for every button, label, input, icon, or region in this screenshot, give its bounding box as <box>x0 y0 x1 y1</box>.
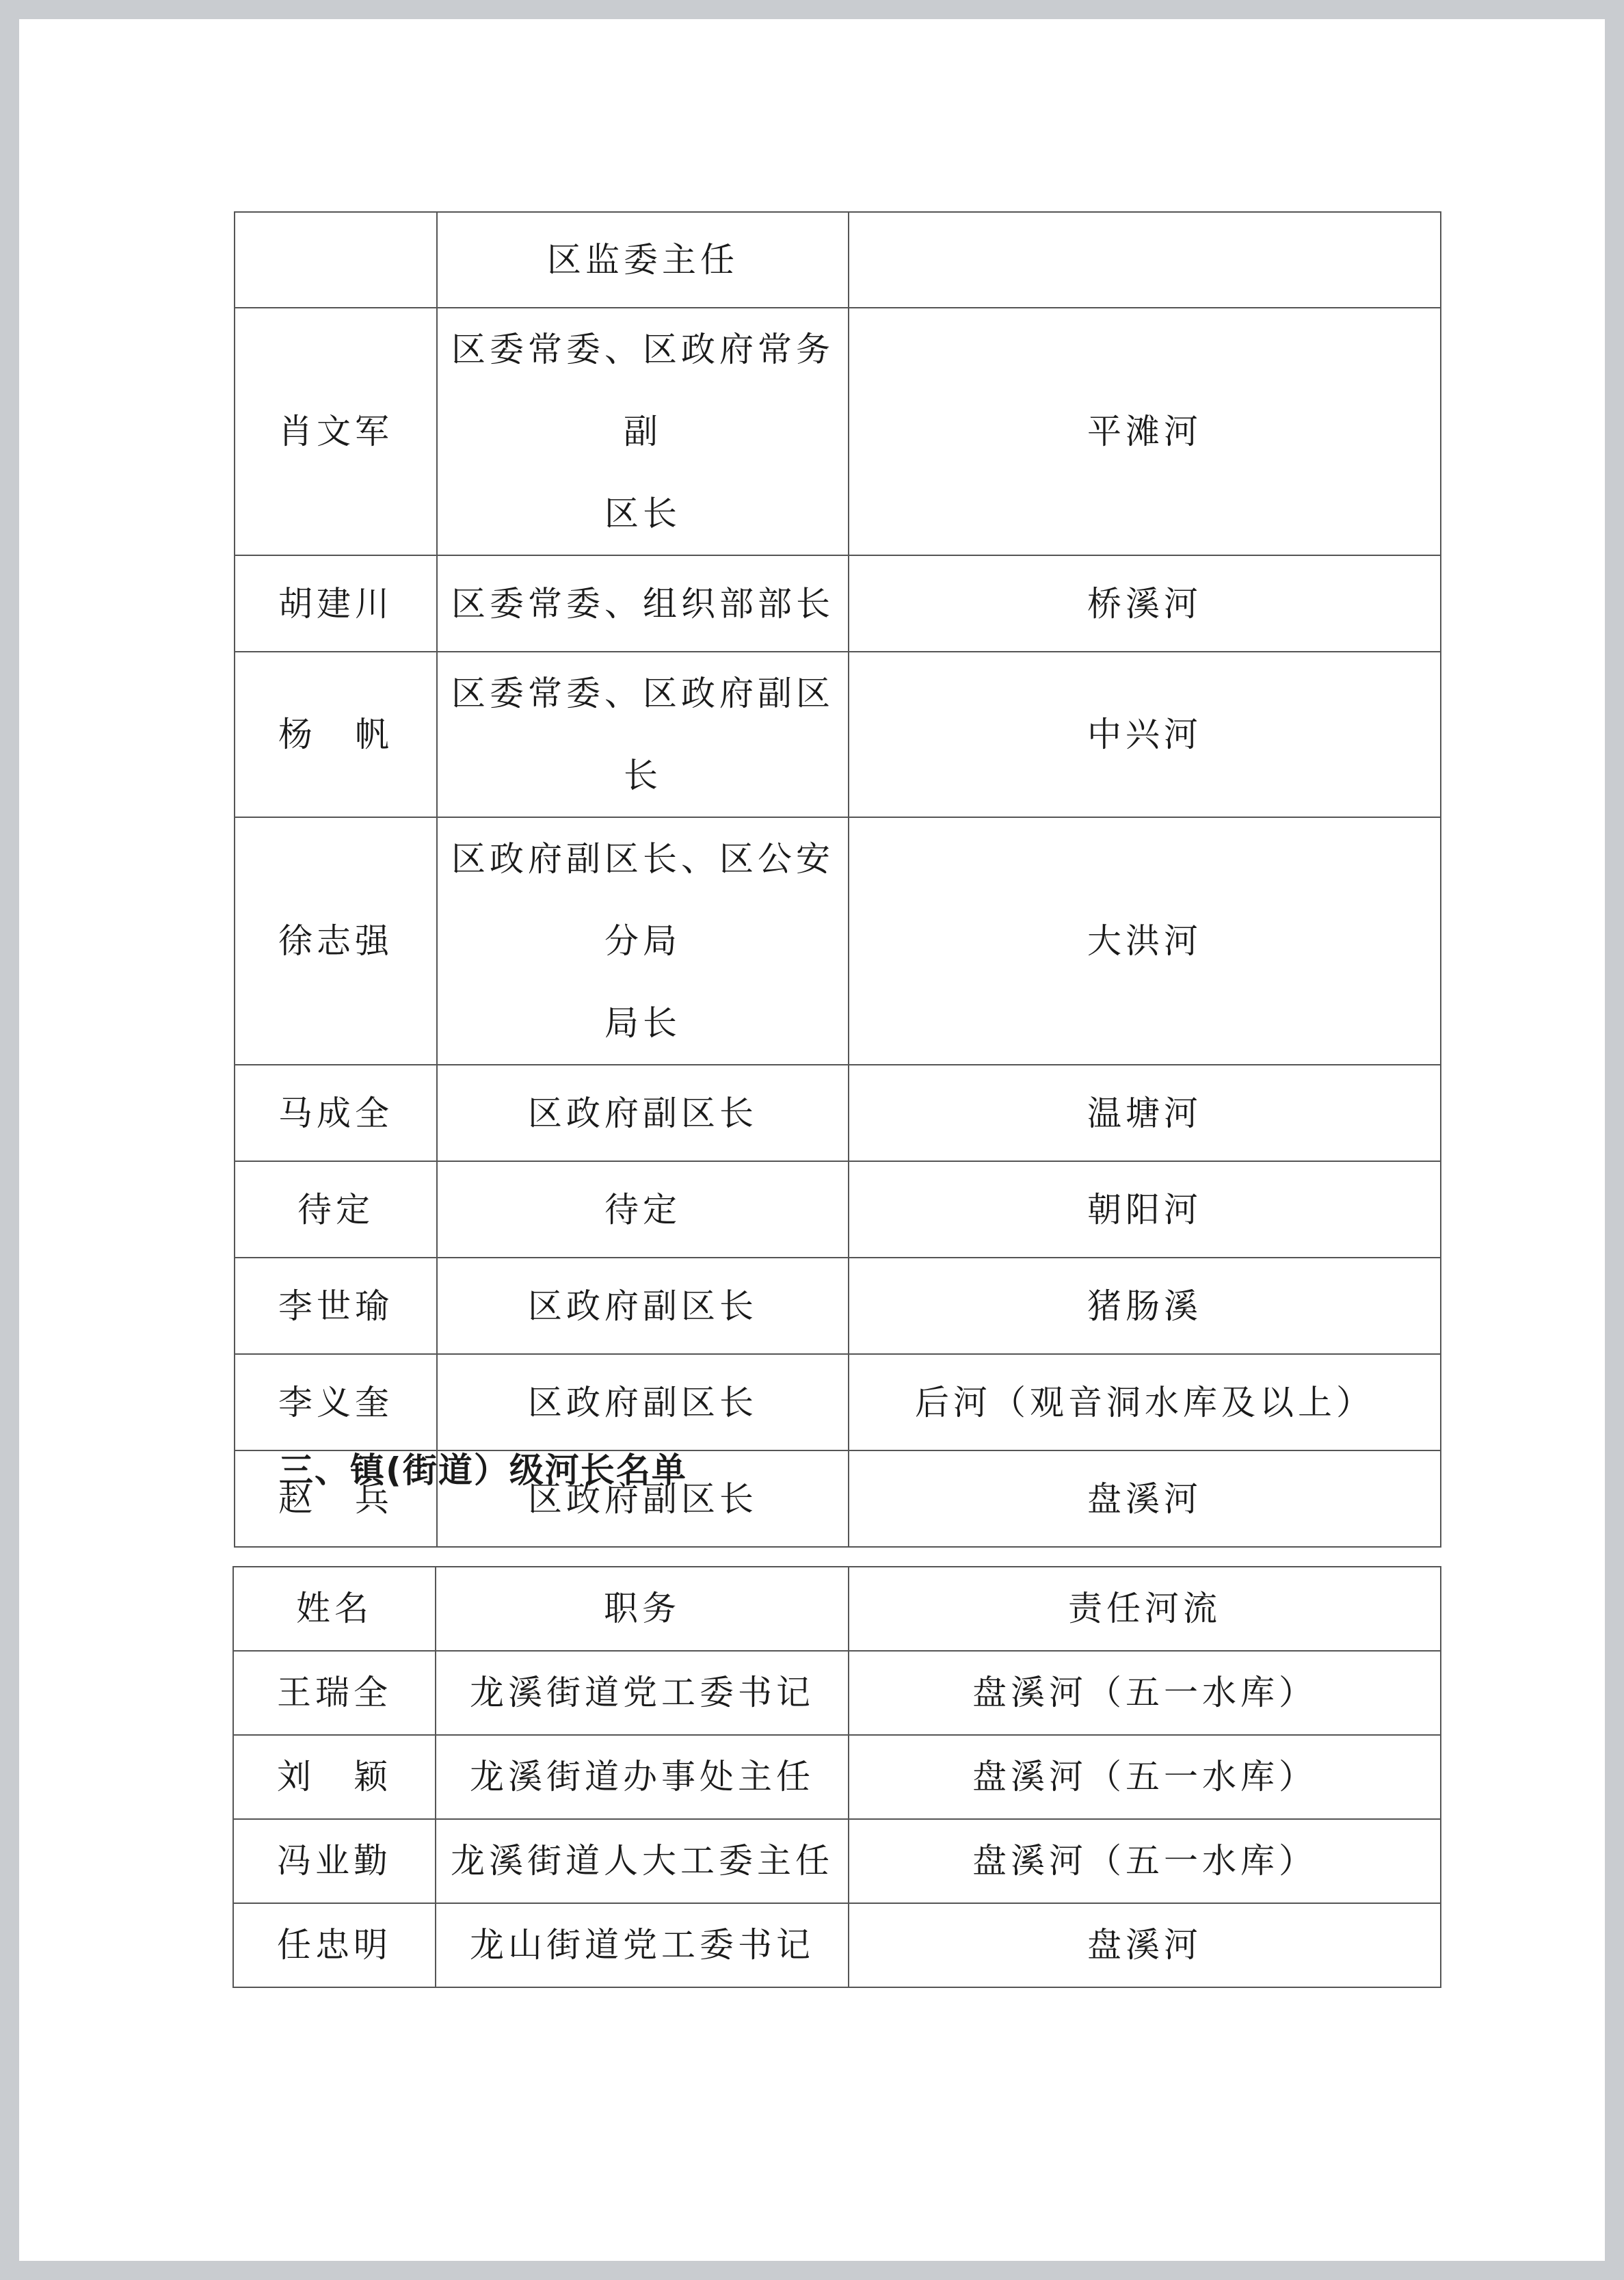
name-cell: 任忠明 <box>233 1903 436 1987</box>
table-row <box>235 1354 1441 1450</box>
position-cell: 龙溪街道办事处主任 <box>436 1735 849 1819</box>
position-cell: 区政府副区长 <box>437 1258 849 1354</box>
header-river: 责任河流 <box>849 1567 1441 1651</box>
river-cell <box>849 212 1441 308</box>
name-cell: 冯业勤 <box>233 1819 436 1903</box>
position-cell: 待定 <box>437 1161 849 1258</box>
table-header-row <box>233 1567 1441 1651</box>
table-row <box>235 308 1441 555</box>
position-cell: 龙山街道党工委书记 <box>436 1903 849 1987</box>
table-row <box>235 1258 1441 1354</box>
name-cell: 王瑞全 <box>233 1651 436 1735</box>
header-name: 姓名 <box>233 1567 436 1651</box>
table-row <box>235 817 1441 1065</box>
city-level-river-chief-table-continued <box>234 211 1441 1548</box>
river-cell: 大洪河 <box>849 817 1441 1065</box>
header-position: 职务 <box>436 1567 849 1651</box>
name-cell: 李义奎 <box>235 1354 437 1450</box>
table-row <box>233 1651 1441 1735</box>
town-level-river-chief-table <box>232 1566 1441 1988</box>
table-row <box>235 555 1441 652</box>
name-cell: 赵 兵 <box>235 1450 437 1547</box>
position-cell: 区委常委、组织部部长 <box>437 555 849 652</box>
position-cell: 龙溪街道党工委书记 <box>436 1651 849 1735</box>
river-cell: 桥溪河 <box>849 555 1441 652</box>
section-heading: 三、镇(街道）级河长名单 <box>279 1450 687 1490</box>
name-cell: 徐志强 <box>235 817 437 1065</box>
position-cell: 区委常委、区政府副区长 <box>437 652 849 817</box>
table-row <box>235 1065 1441 1161</box>
river-cell: 猪肠溪 <box>849 1258 1441 1354</box>
table-row <box>235 1161 1441 1258</box>
table-row <box>235 652 1441 817</box>
name-cell: 杨 帆 <box>235 652 437 817</box>
name-cell: 待定 <box>235 1161 437 1258</box>
river-cell: 盘溪河 <box>849 1903 1441 1987</box>
river-cell: 朝阳河 <box>849 1161 1441 1258</box>
river-cell: 盘溪河（五一水库） <box>849 1819 1441 1903</box>
river-cell: 盘溪河（五一水库） <box>849 1651 1441 1735</box>
position-cell: 区政府副区长 <box>437 1450 849 1547</box>
name-cell <box>235 212 437 308</box>
table-row <box>233 1735 1441 1819</box>
river-cell: 盘溪河 <box>849 1450 1441 1547</box>
table-row <box>233 1819 1441 1903</box>
table-row <box>235 212 1441 308</box>
position-cell: 区政府副区长、区公安分局 局长 <box>437 817 849 1065</box>
river-cell: 温塘河 <box>849 1065 1441 1161</box>
document-page <box>19 19 1605 2261</box>
position-cell: 区委常委、区政府常务副 区长 <box>437 308 849 555</box>
position-cell: 龙溪街道人大工委主任 <box>436 1819 849 1903</box>
table-row <box>233 1903 1441 1987</box>
river-cell: 平滩河 <box>849 308 1441 555</box>
position-cell: 区政府副区长 <box>437 1065 849 1161</box>
name-cell: 刘 颖 <box>233 1735 436 1819</box>
river-cell: 后河（观音洞水库及以上） <box>849 1354 1441 1450</box>
position-cell: 区政府副区长 <box>437 1354 849 1450</box>
name-cell: 马成全 <box>235 1065 437 1161</box>
river-cell: 盘溪河（五一水库） <box>849 1735 1441 1819</box>
name-cell: 李世瑜 <box>235 1258 437 1354</box>
name-cell: 肖文军 <box>235 308 437 555</box>
position-cell: 区监委主任 <box>437 212 849 308</box>
name-cell: 胡建川 <box>235 555 437 652</box>
river-cell: 中兴河 <box>849 652 1441 817</box>
